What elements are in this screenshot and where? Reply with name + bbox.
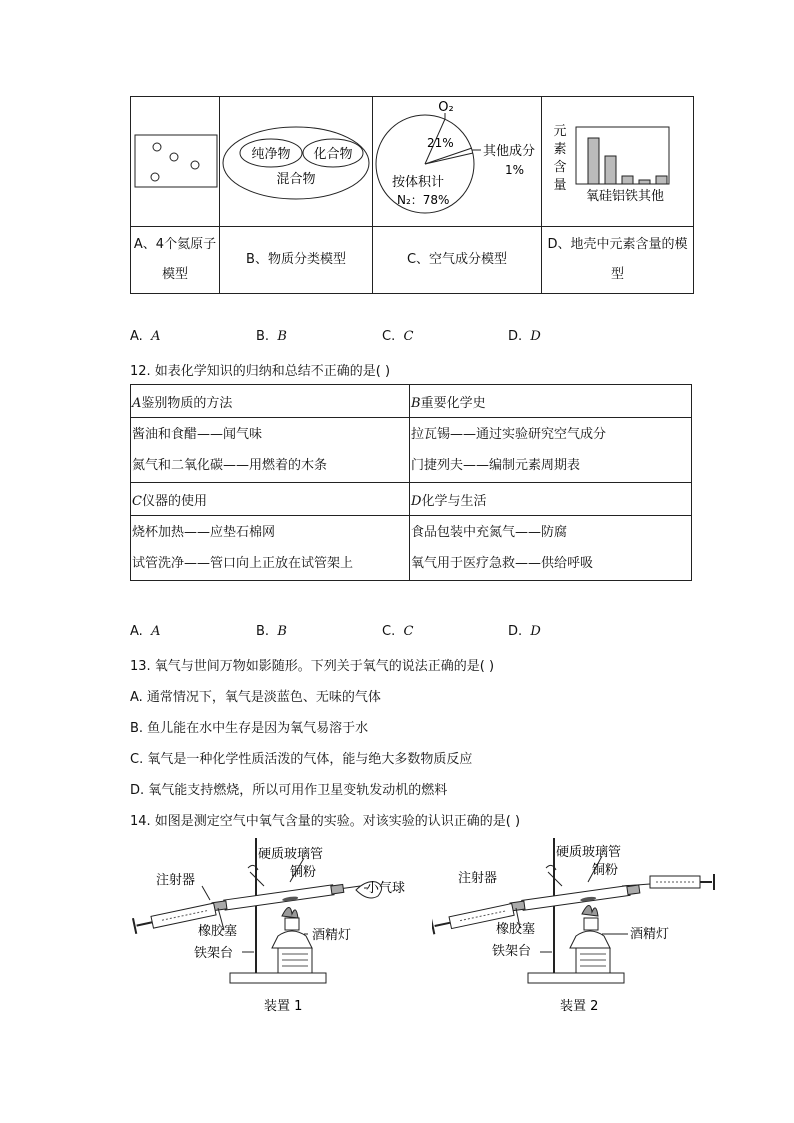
crust-bar xyxy=(639,180,650,184)
q14-stem: 14. 如图是测定空气中氧气含量的实验。对该实验的认识正确的是( ) xyxy=(130,814,521,829)
option-b[interactable]: B. B xyxy=(256,329,287,344)
classification-figure xyxy=(220,97,372,222)
section-d-title: D化学与生活 xyxy=(410,483,692,516)
crust-bar-figure xyxy=(542,97,693,222)
helium-atoms-figure xyxy=(131,97,219,222)
crust-bar xyxy=(622,176,633,184)
option-c[interactable]: C. C xyxy=(382,329,414,344)
option-d[interactable]: D. D xyxy=(508,329,541,344)
q13-stem: 13. 氧气与世间万物如影随形。下列关于氧气的说法正确的是( ) xyxy=(130,659,495,674)
label-copper: 铜粉 xyxy=(290,865,317,880)
q11-options xyxy=(130,329,634,344)
y-label-char: 量 xyxy=(553,178,567,193)
q13-choice-b[interactable]: B. 鱼儿能在水中生存是因为氧气易溶于水 xyxy=(130,721,369,736)
label-syringe: 注射器 xyxy=(458,871,498,886)
section-c-body: 烧杯加热——应垫石棉网 试管洗净——管口向上正放在试管架上 xyxy=(131,516,410,581)
label-balloon: 小气球 xyxy=(366,881,406,896)
q13-choice-a[interactable]: A. 通常情况下，氧气是淡蓝色、无味的气体 xyxy=(130,690,381,705)
caption-d: D、地壳中元素含量的模 型 xyxy=(542,227,694,294)
section-d-body: 食品包装中充氮气——防腐 氧气用于医疗急救——供给呼吸 xyxy=(410,516,692,581)
q12-table xyxy=(130,384,692,581)
label-stopper: 橡胶塞 xyxy=(496,922,536,937)
device-2-figure xyxy=(432,838,722,1018)
label-o2: O₂ xyxy=(438,100,454,115)
y-label-char: 含 xyxy=(553,160,567,175)
section-b-body: 拉瓦锡——通过实验研究空气成分 门捷列夫——编制元素周期表 xyxy=(410,418,692,483)
label-lamp: 酒精灯 xyxy=(312,928,352,943)
label-tube: 硬质玻璃管 xyxy=(258,847,324,862)
q12-stem: 12. 如表化学知识的归纳和总结不正确的是( ) xyxy=(130,364,391,379)
label-lamp: 酒精灯 xyxy=(630,927,670,942)
option-c[interactable]: C. C xyxy=(382,624,414,639)
label-n2: N₂：78% xyxy=(397,193,450,207)
label-by-volume: 按体积计 xyxy=(392,175,445,190)
crust-bar xyxy=(588,138,599,184)
section-b-title: B重要化学史 xyxy=(410,385,692,418)
crust-bar xyxy=(605,156,616,184)
section-c-title: C仪器的使用 xyxy=(131,483,410,516)
section-a-title: A鉴别物质的方法 xyxy=(131,385,410,418)
cell-crust-model xyxy=(542,97,694,227)
caption-c: C、空气成分模型 xyxy=(373,227,542,294)
cell-classification-model xyxy=(220,97,373,227)
q13-choice-c[interactable]: C. 氧气是一种化学性质活泼的气体，能与绝大多数物质反应 xyxy=(130,752,473,767)
label-other: 其他成分 xyxy=(483,144,536,159)
label-syringe: 注射器 xyxy=(156,873,196,888)
label-copper: 铜粉 xyxy=(592,863,619,878)
air-pie-figure xyxy=(373,97,541,222)
label-compound: 化合物 xyxy=(313,147,353,162)
cell-air-model xyxy=(373,97,542,227)
device-1-figure xyxy=(132,838,412,1018)
label-stand: 铁架台 xyxy=(492,944,532,959)
x-labels: 氧硅铝铁其他 xyxy=(586,189,665,204)
label-stopper: 橡胶塞 xyxy=(198,924,238,939)
q13-choice-d[interactable]: D. 氧气能支持燃烧，所以可用作卫星变轨发动机的燃料 xyxy=(130,783,448,798)
label-stand: 铁架台 xyxy=(194,946,234,961)
option-a[interactable]: A. A xyxy=(130,329,161,344)
device-1-caption: 装置 1 xyxy=(264,999,303,1014)
label-mixture: 混合物 xyxy=(276,172,316,187)
option-d[interactable]: D. D xyxy=(508,624,541,639)
section-a-body: 酱油和食醋——闻气味 氮气和二氧化碳——用燃着的木条 xyxy=(131,418,410,483)
device-2-caption: 装置 2 xyxy=(560,999,599,1014)
label-tube: 硬质玻璃管 xyxy=(556,845,622,860)
q11-model-table xyxy=(130,96,694,294)
caption-a: A、4个氦原子 模型 xyxy=(131,227,220,294)
y-label-char: 元 xyxy=(553,124,567,139)
option-b[interactable]: B. B xyxy=(256,624,287,639)
cell-helium-model xyxy=(131,97,220,227)
crust-bar xyxy=(656,176,667,184)
option-a[interactable]: A. A xyxy=(130,624,161,639)
label-other-percent: 1% xyxy=(505,163,525,177)
label-o2-percent: 21% xyxy=(427,136,454,150)
q12-options xyxy=(130,624,634,639)
y-label-char: 素 xyxy=(553,142,567,157)
caption-b: B、物质分类模型 xyxy=(220,227,373,294)
label-pure-substance: 纯净物 xyxy=(251,147,291,162)
